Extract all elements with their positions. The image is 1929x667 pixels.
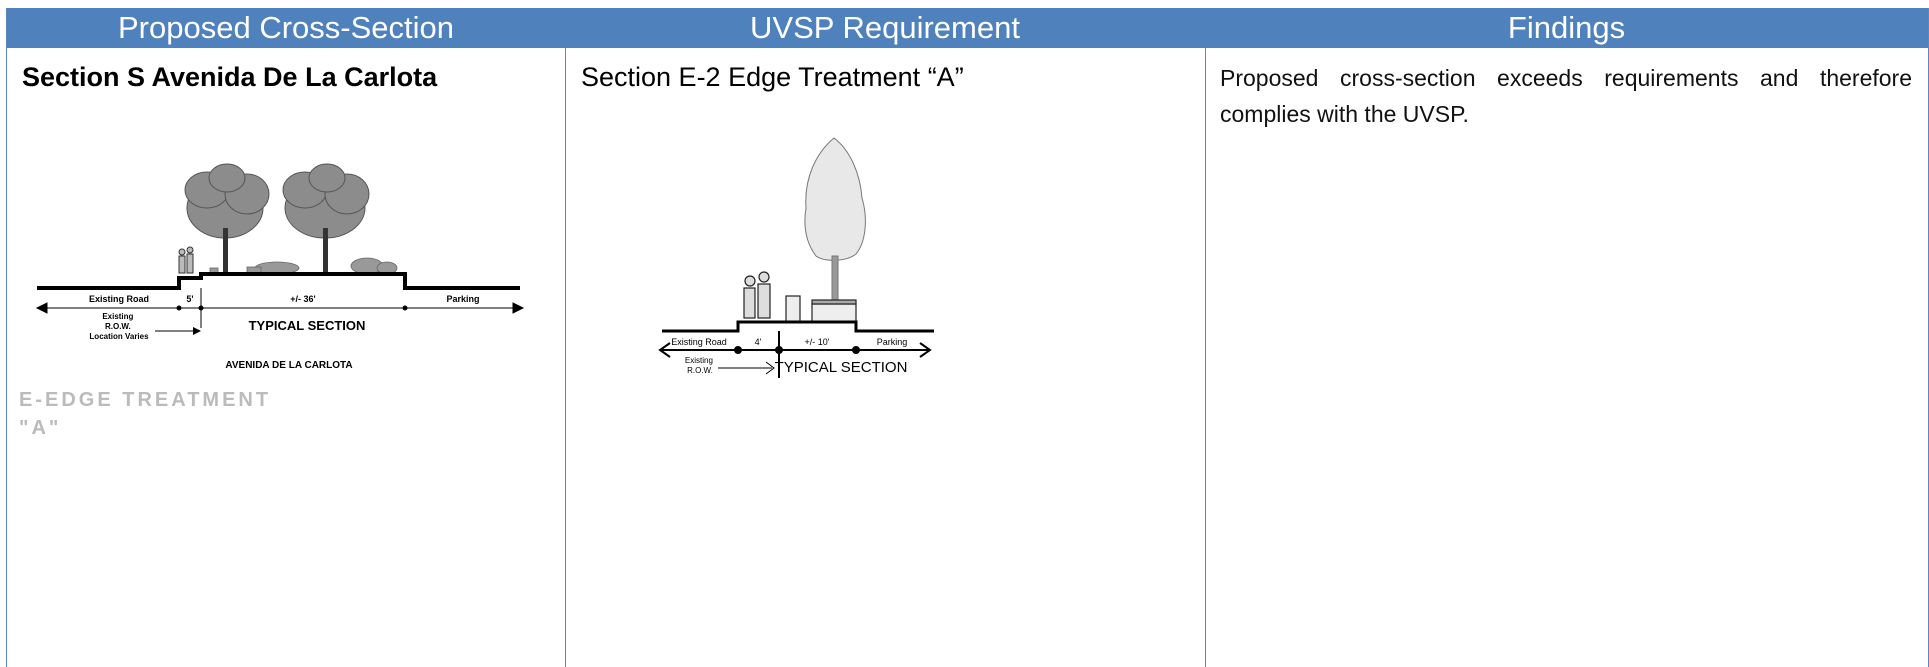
proposed-cell xyxy=(7,48,565,667)
pedestrians-icon xyxy=(744,272,770,318)
header-proposed-cross-section: Proposed Cross-Section xyxy=(118,10,454,45)
label-existing-road: Existing Road xyxy=(671,337,727,347)
findings-cell xyxy=(1205,48,1928,667)
tree-icon xyxy=(283,164,369,273)
label-street-name: AVENIDA DE LA CARLOTA xyxy=(225,360,353,371)
row-arrowhead xyxy=(193,327,201,335)
label-existing-row: Existing R.O.W. xyxy=(684,356,713,375)
ground-line xyxy=(662,322,934,331)
requirement-section-diagram xyxy=(566,138,1206,378)
findings-text: Proposed cross-section exceeds requirements and therefore complies with the UVSP. xyxy=(1220,65,1912,127)
label-typical-section: TYPICAL SECTION xyxy=(774,359,908,376)
label-5ft: 5' xyxy=(186,294,194,304)
shrubs-icon xyxy=(210,258,397,274)
requirement-section-title: Section E-2 Edge Treatment “A” xyxy=(581,62,964,92)
planter-icon xyxy=(786,296,856,322)
label-existing-row: Existing R.O.W. Location Varies xyxy=(89,312,149,341)
table-header xyxy=(7,8,1928,48)
ground-line xyxy=(37,274,520,288)
label-36ft: +/- 36' xyxy=(290,294,316,304)
label-existing-road: Existing Road xyxy=(88,294,150,304)
tree-icon xyxy=(805,138,865,316)
proposed-section-title: Section S Avenida De La Carlota xyxy=(22,62,438,92)
label-parking: Parking xyxy=(876,337,908,347)
label-4ft: 4' xyxy=(754,337,762,347)
label-typical-section: TYPICAL SECTION xyxy=(248,318,366,333)
proposed-section-diagram xyxy=(7,128,565,388)
tree-icon xyxy=(185,164,269,273)
clipped-caption: E-EDGE TREATMENT "A" xyxy=(19,389,272,439)
cross-section-table xyxy=(6,8,1929,667)
label-parking: Parking xyxy=(446,294,480,304)
header-uvsp-requirement: UVSP Requirement xyxy=(750,10,1020,45)
requirement-cell xyxy=(565,48,1205,667)
pedestrians-icon xyxy=(179,247,193,273)
header-findings: Findings xyxy=(1507,10,1626,45)
label-10ft: +/- 10' xyxy=(804,337,830,347)
